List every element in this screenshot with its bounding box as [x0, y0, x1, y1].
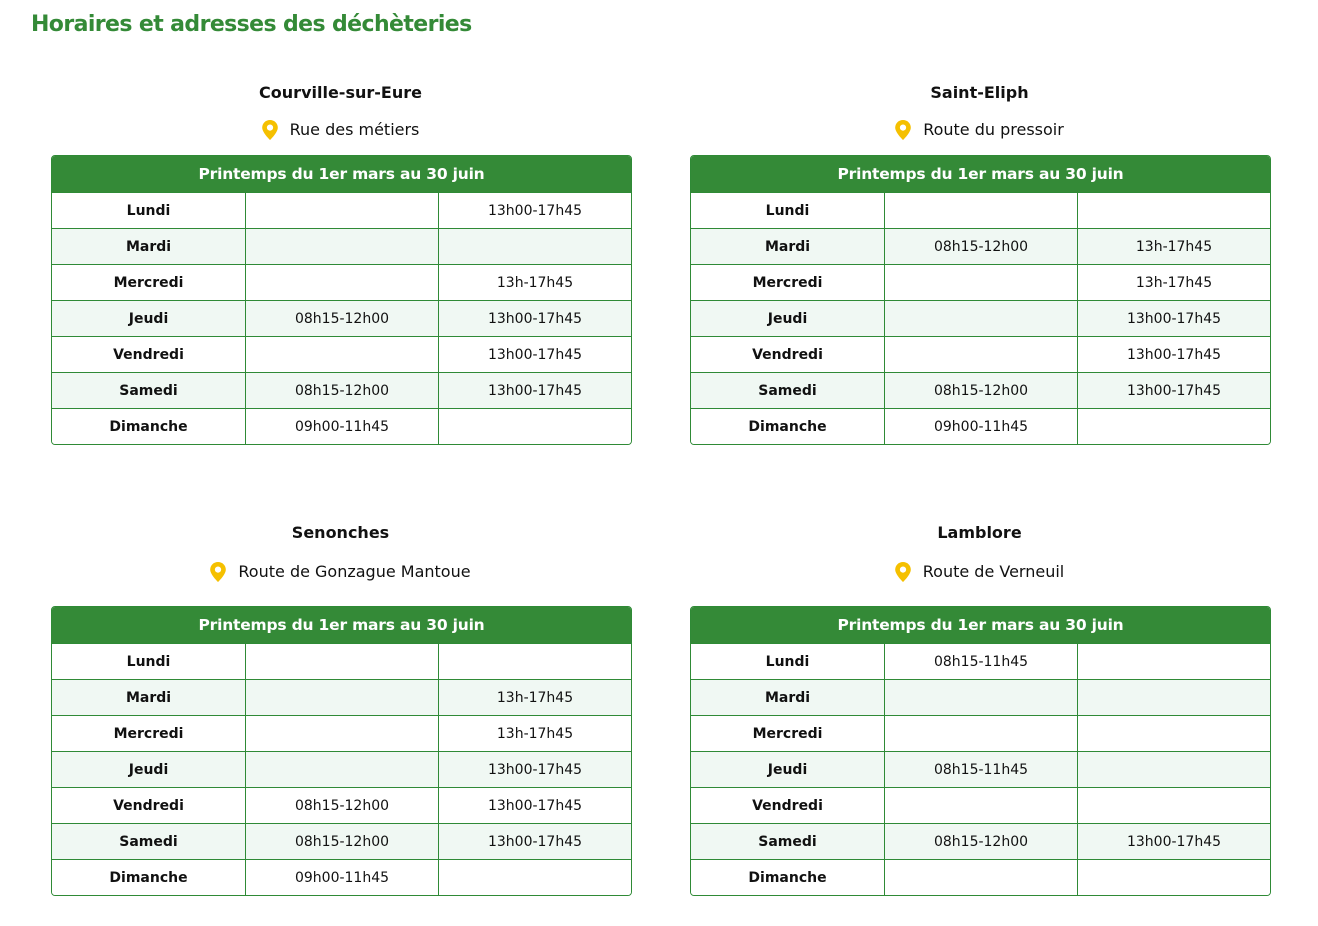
morning-cell — [245, 228, 438, 264]
season-header: Printemps du 1er mars au 30 juin — [691, 156, 1270, 192]
morning-cell — [245, 751, 438, 787]
afternoon-cell: 13h-17h45 — [1077, 264, 1270, 300]
day-cell: Lundi — [52, 192, 245, 228]
afternoon-cell — [438, 408, 631, 444]
table-row — [691, 751, 1270, 787]
morning-cell: 09h00-11h45 — [245, 859, 438, 895]
center-address — [51, 120, 630, 140]
afternoon-cell — [438, 859, 631, 895]
morning-cell: 08h15-12h00 — [884, 823, 1077, 859]
morning-cell — [884, 192, 1077, 228]
day-cell: Samedi — [52, 372, 245, 408]
afternoon-cell: 13h00-17h45 — [438, 823, 631, 859]
table-row — [52, 300, 631, 336]
table-row — [52, 859, 631, 895]
day-cell: Jeudi — [691, 751, 884, 787]
address-text: Route de Verneuil — [922, 562, 1065, 581]
day-cell: Jeudi — [691, 300, 884, 336]
afternoon-cell — [1077, 192, 1270, 228]
morning-cell: 09h00-11h45 — [245, 408, 438, 444]
afternoon-cell: 13h00-17h45 — [438, 192, 631, 228]
afternoon-cell: 13h-17h45 — [1077, 228, 1270, 264]
morning-cell — [884, 859, 1077, 895]
morning-cell: 08h15-11h45 — [884, 751, 1077, 787]
morning-cell: 08h15-12h00 — [245, 372, 438, 408]
table-row — [691, 715, 1270, 751]
day-cell: Mardi — [691, 679, 884, 715]
morning-cell: 08h15-11h45 — [884, 643, 1077, 679]
map-pin-icon — [210, 562, 226, 582]
morning-cell — [884, 336, 1077, 372]
day-cell: Lundi — [691, 643, 884, 679]
morning-cell — [884, 264, 1077, 300]
morning-cell — [884, 715, 1077, 751]
day-cell: Mardi — [52, 679, 245, 715]
day-cell: Mercredi — [52, 264, 245, 300]
table-row — [691, 787, 1270, 823]
center-name: Senonches — [291, 523, 390, 542]
afternoon-cell — [1077, 408, 1270, 444]
day-cell: Samedi — [52, 823, 245, 859]
table-row — [691, 228, 1270, 264]
day-cell: Lundi — [691, 192, 884, 228]
day-cell: Vendredi — [52, 787, 245, 823]
day-cell: Mercredi — [691, 264, 884, 300]
day-cell: Mardi — [52, 228, 245, 264]
table-row — [52, 408, 631, 444]
morning-cell — [884, 787, 1077, 823]
day-cell: Lundi — [52, 643, 245, 679]
season-header: Printemps du 1er mars au 30 juin — [52, 156, 631, 192]
morning-cell — [884, 679, 1077, 715]
afternoon-cell: 13h00-17h45 — [438, 336, 631, 372]
table-row — [691, 823, 1270, 859]
table-row — [52, 372, 631, 408]
table-row — [52, 643, 631, 679]
day-cell: Dimanche — [52, 859, 245, 895]
table-row — [691, 408, 1270, 444]
day-cell: Dimanche — [691, 859, 884, 895]
page-title: Horaires et adresses des déchèteries — [31, 12, 472, 37]
table-row — [52, 264, 631, 300]
table-row — [52, 751, 631, 787]
afternoon-cell — [1077, 715, 1270, 751]
morning-cell — [884, 300, 1077, 336]
afternoon-cell — [1077, 643, 1270, 679]
table-row — [691, 264, 1270, 300]
schedule-table — [51, 155, 632, 445]
morning-cell — [245, 679, 438, 715]
schedule-table — [690, 606, 1271, 896]
table-row — [691, 679, 1270, 715]
afternoon-cell — [438, 643, 631, 679]
morning-cell: 08h15-12h00 — [245, 300, 438, 336]
afternoon-cell — [1077, 859, 1270, 895]
morning-cell — [245, 715, 438, 751]
day-cell: Mercredi — [52, 715, 245, 751]
morning-cell — [245, 264, 438, 300]
center-name: Saint-Eliph — [930, 83, 1029, 102]
day-cell: Dimanche — [52, 408, 245, 444]
day-cell: Jeudi — [52, 751, 245, 787]
afternoon-cell — [438, 228, 631, 264]
center-name: Lamblore — [937, 523, 1022, 542]
address-text: Route du pressoir — [923, 120, 1064, 139]
table-row — [52, 336, 631, 372]
afternoon-cell: 13h00-17h45 — [438, 300, 631, 336]
day-cell: Samedi — [691, 823, 884, 859]
afternoon-cell: 13h00-17h45 — [1077, 823, 1270, 859]
afternoon-cell: 13h00-17h45 — [438, 372, 631, 408]
table-row — [52, 192, 631, 228]
morning-cell: 08h15-12h00 — [884, 228, 1077, 264]
afternoon-cell — [1077, 787, 1270, 823]
center-name: Courville-sur-Eure — [259, 83, 422, 102]
table-row — [691, 336, 1270, 372]
afternoon-cell: 13h00-17h45 — [1077, 300, 1270, 336]
season-header: Printemps du 1er mars au 30 juin — [52, 607, 631, 643]
season-header: Printemps du 1er mars au 30 juin — [691, 607, 1270, 643]
morning-cell — [245, 643, 438, 679]
table-row — [691, 372, 1270, 408]
day-cell: Vendredi — [52, 336, 245, 372]
table-row — [691, 192, 1270, 228]
afternoon-cell: 13h-17h45 — [438, 264, 631, 300]
afternoon-cell: 13h00-17h45 — [438, 751, 631, 787]
day-cell: Dimanche — [691, 408, 884, 444]
map-pin-icon — [262, 120, 278, 140]
day-cell: Jeudi — [52, 300, 245, 336]
afternoon-cell: 13h00-17h45 — [1077, 336, 1270, 372]
morning-cell: 09h00-11h45 — [884, 408, 1077, 444]
map-pin-icon — [895, 120, 911, 140]
afternoon-cell: 13h-17h45 — [438, 679, 631, 715]
table-row — [691, 859, 1270, 895]
afternoon-cell: 13h-17h45 — [438, 715, 631, 751]
table-row — [52, 715, 631, 751]
day-cell: Mercredi — [691, 715, 884, 751]
afternoon-cell: 13h00-17h45 — [1077, 372, 1270, 408]
center-address — [690, 562, 1269, 582]
morning-cell: 08h15-12h00 — [245, 787, 438, 823]
address-text: Route de Gonzague Mantoue — [238, 562, 471, 581]
afternoon-cell — [1077, 679, 1270, 715]
day-cell: Samedi — [691, 372, 884, 408]
afternoon-cell — [1077, 751, 1270, 787]
morning-cell: 08h15-12h00 — [245, 823, 438, 859]
center-address — [690, 120, 1269, 140]
morning-cell — [245, 192, 438, 228]
day-cell: Vendredi — [691, 787, 884, 823]
schedule-table — [51, 606, 632, 896]
morning-cell — [245, 336, 438, 372]
table-row — [691, 300, 1270, 336]
table-row — [52, 679, 631, 715]
schedule-table — [690, 155, 1271, 445]
table-row — [52, 823, 631, 859]
table-row — [52, 228, 631, 264]
day-cell: Vendredi — [691, 336, 884, 372]
center-address — [51, 562, 630, 582]
morning-cell: 08h15-12h00 — [884, 372, 1077, 408]
address-text: Rue des métiers — [289, 120, 420, 139]
afternoon-cell: 13h00-17h45 — [438, 787, 631, 823]
table-row — [52, 787, 631, 823]
day-cell: Mardi — [691, 228, 884, 264]
map-pin-icon — [895, 562, 911, 582]
table-row — [691, 643, 1270, 679]
